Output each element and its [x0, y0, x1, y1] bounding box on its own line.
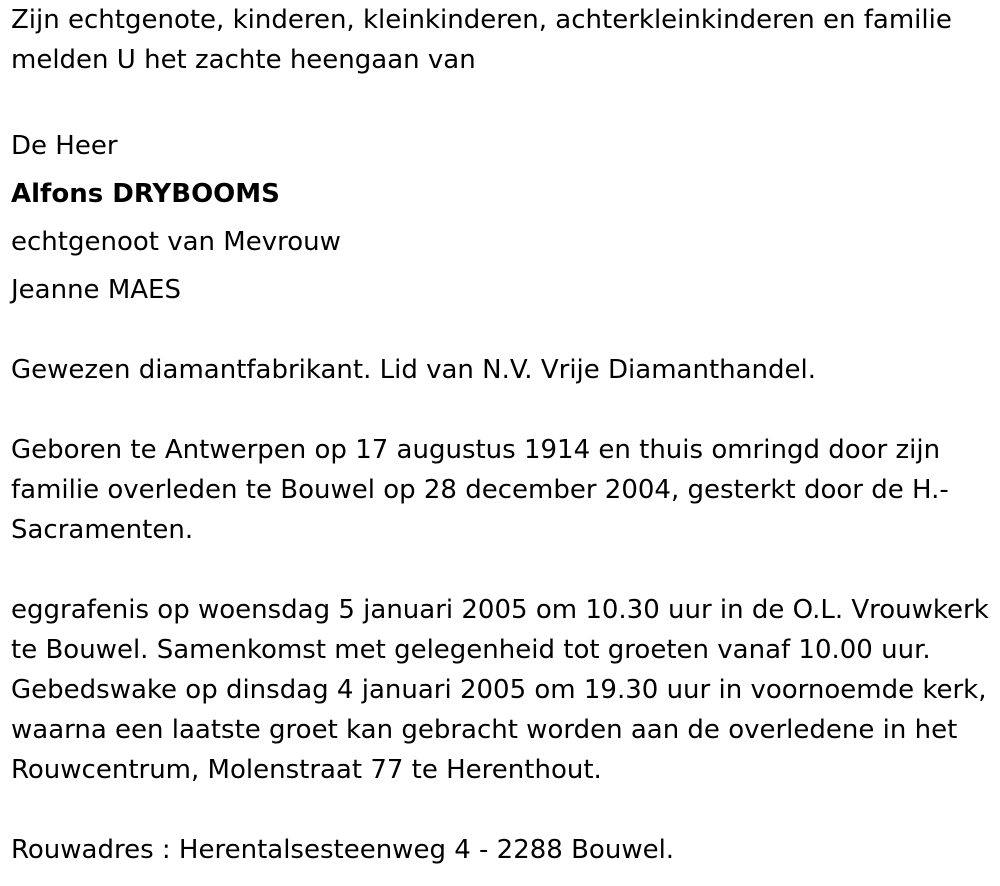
mourning-address: Rouwadres : Herentalsesteenweg 4 - 2288 Bouwel.: [11, 835, 675, 865]
obituary-document: [11, 0, 996, 870]
profession-paragraph: Gewezen diamantfabrikant. Lid van N.V. Vrije Diamanthandel.: [11, 355, 817, 385]
intro-paragraph: Zijn echtgenote, kinderen, kleinkinderen, achterkleinkinderen en familie melden U het zachte heengaan van: [11, 5, 952, 75]
birth-death-paragraph: Geboren te Antwerpen op 17 augustus 1914 en thuis omringd door zijn familie overleden te Bouwel op 28 december 2004, gesterkt door de H.-Sacramenten.: [11, 435, 949, 545]
relation-text: echtgenoot van Mevrouw: [11, 227, 341, 257]
deceased-name: Alfons DRYBOOMS: [11, 179, 280, 209]
spouse-name: Jeanne MAES: [11, 275, 181, 305]
funeral-paragraph: eggrafenis op woensdag 5 januari 2005 om 10.30 uur in de O.L. Vrouwkerk te Bouwel. Samenkomst met gelegenheid tot groeten vanaf 10.00 uur. Gebedswake op dinsdag 4 januari 2005 om 19.30 uur in voornoemde kerk, waarna een laatste groet kan gebracht worden aan de overledene in het Rouwcentrum, Molenstraat 77 te Herenthout.: [11, 595, 989, 785]
honorific-title: De Heer: [11, 131, 118, 161]
